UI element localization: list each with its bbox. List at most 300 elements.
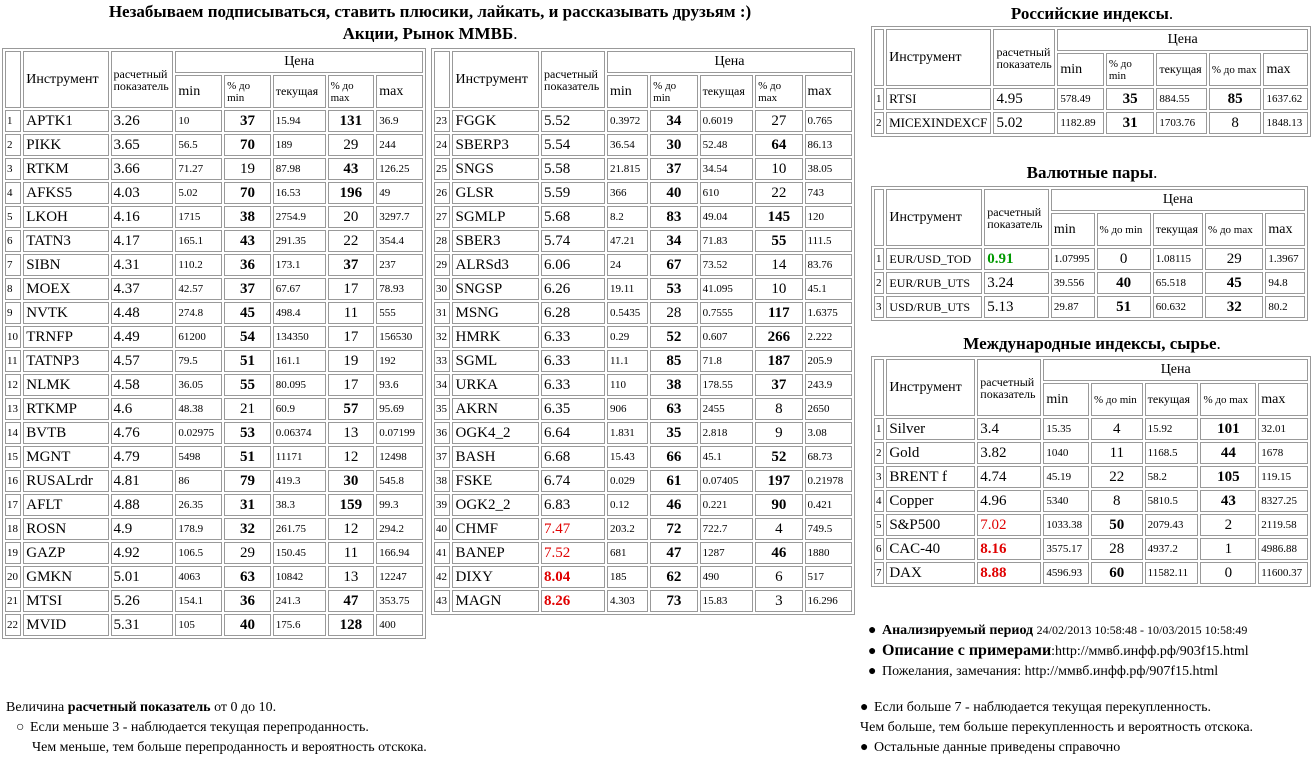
calc-value: 0.91 <box>984 248 1049 270</box>
table-row <box>5 206 423 228</box>
pct-min-value: 53 <box>650 278 697 300</box>
max-value: 1880 <box>805 542 852 564</box>
header-calc: расчетный показатель <box>984 189 1049 246</box>
instrument-name: BASH <box>452 446 539 468</box>
pct-min-value: 79 <box>224 470 271 492</box>
min-value: 366 <box>607 182 648 204</box>
current-value: 11171 <box>273 446 326 468</box>
pct-min-value: 60 <box>1091 562 1143 584</box>
pct-max-value: 17 <box>328 278 375 300</box>
bullet-icon: ● <box>860 700 869 715</box>
max-value: 237 <box>376 254 423 276</box>
row-index: 35 <box>434 398 450 420</box>
max-value: 1848.13 <box>1263 112 1308 134</box>
min-value: 0.02975 <box>175 422 222 444</box>
row-index: 6 <box>5 230 21 252</box>
calc-value: 6.74 <box>541 470 605 492</box>
row-index: 20 <box>5 566 21 588</box>
pct-min-value: 32 <box>224 518 271 540</box>
pct-max-value: 13 <box>328 422 375 444</box>
min-value: 36.05 <box>175 374 222 396</box>
calc-value: 5.59 <box>541 182 605 204</box>
pct-min-value: 63 <box>224 566 271 588</box>
max-value: 86.13 <box>805 134 852 156</box>
current-value: 15.83 <box>700 590 754 612</box>
table-row <box>874 514 1308 536</box>
current-value: 60.632 <box>1153 296 1203 318</box>
current-value: 71.83 <box>700 230 754 252</box>
table-row <box>5 422 423 444</box>
min-value: 1040 <box>1043 442 1089 464</box>
pct-max-value: 55 <box>755 230 802 252</box>
instrument-name: SNGS <box>452 158 539 180</box>
pct-max-value: 2 <box>1200 514 1256 536</box>
min-value: 110 <box>607 374 648 396</box>
current-value: 419.3 <box>273 470 326 492</box>
current-value: 291.35 <box>273 230 326 252</box>
calc-value: 4.37 <box>111 278 174 300</box>
period-value: 24/02/2013 10:58:48 - 10/03/2015 10:58:49 <box>1036 623 1248 637</box>
examples-label: Описание с примерами <box>882 642 1052 659</box>
instrument-name: FSKE <box>452 470 539 492</box>
header-pct-min: % до min <box>224 75 271 108</box>
table-row <box>434 254 852 276</box>
info-block <box>868 620 1312 682</box>
pct-min-value: 40 <box>650 182 697 204</box>
min-value: 56.5 <box>175 134 222 156</box>
max-value: 93.6 <box>376 374 423 396</box>
instrument-name: DIXY <box>452 566 539 588</box>
current-value: 498.4 <box>273 302 326 324</box>
instrument-name: SNGSP <box>452 278 539 300</box>
row-index: 3 <box>5 158 21 180</box>
footer-r-2: Чем больше, тем больше перекупленность и вероятность отскока. <box>860 720 1254 735</box>
pct-min-value: 54 <box>224 326 271 348</box>
pct-max-value: 43 <box>1200 490 1256 512</box>
pct-max-value: 45 <box>1205 272 1263 294</box>
pct-max-value: 47 <box>328 590 375 612</box>
feedback-link[interactable]: Пожелания, замечания: http://ммвб.инфф.рф/907f15.html <box>882 664 1219 679</box>
table-row <box>5 398 423 420</box>
instrument-name: GLSR <box>452 182 539 204</box>
current-value: 80.095 <box>273 374 326 396</box>
pct-max-value: 19 <box>328 350 375 372</box>
page-title: Незабываем подписываться, ставить плюсики, лайкать, и рассказывать друзьям :) <box>108 2 752 21</box>
instrument-name: EUR/USD_TOD <box>886 248 982 270</box>
max-value: 2119.58 <box>1258 514 1308 536</box>
pct-max-value: 4 <box>755 518 802 540</box>
current-value: 67.67 <box>273 278 326 300</box>
pct-min-value: 38 <box>224 206 271 228</box>
current-value: 0.7555 <box>700 302 754 324</box>
instrument-name: BRENT f <box>886 466 975 488</box>
circle-bullet-icon: ○ <box>16 720 25 735</box>
max-value: 99.3 <box>376 494 423 516</box>
max-value: 12498 <box>376 446 423 468</box>
max-value: 120 <box>805 206 852 228</box>
pct-min-value: 31 <box>224 494 271 516</box>
pct-min-value: 35 <box>1106 88 1155 110</box>
pct-max-value: 44 <box>1200 442 1256 464</box>
min-value: 5340 <box>1043 490 1089 512</box>
min-value: 203.2 <box>607 518 648 540</box>
header-min: min <box>1057 53 1104 86</box>
feedback-line <box>868 662 1312 682</box>
table-row <box>5 614 423 636</box>
table-row <box>5 182 423 204</box>
current-value: 2455 <box>700 398 754 420</box>
header-min: min <box>607 75 648 108</box>
row-index: 5 <box>5 206 21 228</box>
instrument-name: AKRN <box>452 398 539 420</box>
row-index: 9 <box>5 302 21 324</box>
row-index: 1 <box>874 88 884 110</box>
intl-title <box>872 334 1312 354</box>
min-value: 86 <box>175 470 222 492</box>
table-row <box>434 278 852 300</box>
row-index: 2 <box>874 442 884 464</box>
table-row <box>434 422 852 444</box>
pct-min-value: 47 <box>650 542 697 564</box>
min-value: 106.5 <box>175 542 222 564</box>
pct-max-value: 196 <box>328 182 375 204</box>
pct-min-value: 21 <box>224 398 271 420</box>
pct-max-value: 1 <box>1200 538 1256 560</box>
table-row <box>5 350 423 372</box>
row-index: 42 <box>434 566 450 588</box>
row-index: 41 <box>434 542 450 564</box>
max-value: 12247 <box>376 566 423 588</box>
instrument-name: PIKK <box>23 134 108 156</box>
row-index: 32 <box>434 326 450 348</box>
pct-max-value: 10 <box>755 278 802 300</box>
row-index: 17 <box>5 494 21 516</box>
calc-value: 4.17 <box>111 230 174 252</box>
footer-bold: расчетный показатель <box>67 700 211 715</box>
max-value: 119.15 <box>1258 466 1308 488</box>
max-value: 78.93 <box>376 278 423 300</box>
header-row <box>874 29 1308 51</box>
table-row <box>5 326 423 348</box>
currency-title <box>872 163 1312 183</box>
min-value: 15.43 <box>607 446 648 468</box>
row-index: 4 <box>5 182 21 204</box>
current-value: 1703.76 <box>1156 112 1207 134</box>
max-value: 353.75 <box>376 590 423 612</box>
current-value: 2079.43 <box>1145 514 1199 536</box>
min-value: 274.8 <box>175 302 222 324</box>
calc-value: 5.01 <box>111 566 174 588</box>
table-row <box>874 562 1308 584</box>
pct-max-value: 90 <box>755 494 802 516</box>
table-row <box>5 254 423 276</box>
current-value: 38.3 <box>273 494 326 516</box>
instrument-name: TRNFP <box>23 326 108 348</box>
header-current: текущая <box>700 75 754 108</box>
pct-max-value: 131 <box>328 110 375 132</box>
min-value: 1715 <box>175 206 222 228</box>
footer-text: Величина <box>6 700 68 715</box>
instrument-name: MVID <box>23 614 108 636</box>
min-value: 1.07995 <box>1051 248 1095 270</box>
calc-value: 5.02 <box>993 112 1055 134</box>
pct-min-value: 19 <box>224 158 271 180</box>
table-row <box>434 182 852 204</box>
min-value: 45.19 <box>1043 466 1089 488</box>
instrument-name: TATNP3 <box>23 350 108 372</box>
table-row <box>874 296 1305 318</box>
header-min: min <box>175 75 222 108</box>
intl-title-text: Международные индексы, сырье <box>963 334 1217 353</box>
current-value: 71.8 <box>700 350 754 372</box>
calc-value: 5.13 <box>984 296 1049 318</box>
calc-value: 5.54 <box>541 134 605 156</box>
row-index: 31 <box>434 302 450 324</box>
pct-max-value: 46 <box>755 542 802 564</box>
header-calc: расчетный показатель <box>977 359 1041 416</box>
pct-min-value: 37 <box>650 158 697 180</box>
pct-min-value: 29 <box>224 542 271 564</box>
current-value: 4937.2 <box>1145 538 1199 560</box>
pct-min-value: 85 <box>650 350 697 372</box>
calc-value: 4.16 <box>111 206 174 228</box>
row-index: 24 <box>434 134 450 156</box>
stocks-table-right <box>431 48 855 615</box>
pct-max-value: 159 <box>328 494 375 516</box>
pct-max-value: 10 <box>755 158 802 180</box>
min-value: 0.29 <box>607 326 648 348</box>
current-value: 241.3 <box>273 590 326 612</box>
table-row <box>434 518 852 540</box>
table-row <box>874 538 1308 560</box>
current-value: 175.6 <box>273 614 326 636</box>
pct-max-value: 117 <box>755 302 802 324</box>
pct-min-value: 46 <box>650 494 697 516</box>
row-index: 39 <box>434 494 450 516</box>
ru-indices-title-text: Российские индексы <box>1010 4 1169 23</box>
current-value: 15.92 <box>1145 418 1199 440</box>
pct-max-value: 8 <box>1209 112 1262 134</box>
max-value: 68.73 <box>805 446 852 468</box>
instrument-name: ALRSd3 <box>452 254 539 276</box>
max-value: 354.4 <box>376 230 423 252</box>
min-value: 578.49 <box>1057 88 1104 110</box>
min-value: 15.35 <box>1043 418 1089 440</box>
row-index: 34 <box>434 374 450 396</box>
pct-max-value: 37 <box>328 254 375 276</box>
min-value: 48.38 <box>175 398 222 420</box>
instrument-name: SBERP3 <box>452 134 539 156</box>
max-value: 166.94 <box>376 542 423 564</box>
bullet-icon: ● <box>868 644 877 659</box>
instrument-name: Silver <box>886 418 975 440</box>
pct-max-value: 27 <box>755 110 802 132</box>
max-value: 517 <box>805 566 852 588</box>
header-max: max <box>1258 383 1308 416</box>
calc-value: 3.4 <box>977 418 1041 440</box>
instrument-name: RUSALrdr <box>23 470 108 492</box>
max-value: 243.9 <box>805 374 852 396</box>
table-row <box>5 566 423 588</box>
current-value: 2754.9 <box>273 206 326 228</box>
pct-min-value: 31 <box>1106 112 1155 134</box>
pct-max-value: 145 <box>755 206 802 228</box>
instrument-name: SGMLP <box>452 206 539 228</box>
instrument-name: USD/RUB_UTS <box>886 296 982 318</box>
pct-min-value: 35 <box>650 422 697 444</box>
row-index: 13 <box>5 398 21 420</box>
header-max: max <box>376 75 423 108</box>
pct-max-value: 43 <box>328 158 375 180</box>
table-row <box>874 442 1308 464</box>
instrument-name: RTSI <box>886 88 991 110</box>
table-row <box>5 110 423 132</box>
period-line <box>868 620 1312 641</box>
pct-min-value: 28 <box>650 302 697 324</box>
row-index: 1 <box>5 110 21 132</box>
max-value: 32.01 <box>1258 418 1308 440</box>
row-index: 23 <box>434 110 450 132</box>
instrument-name: MICEXINDEXCF <box>886 112 991 134</box>
pct-max-value: 6 <box>755 566 802 588</box>
max-value: 244 <box>376 134 423 156</box>
calc-value: 8.88 <box>977 562 1041 584</box>
pct-min-value: 72 <box>650 518 697 540</box>
max-value: 38.05 <box>805 158 852 180</box>
header-pct-max: % до max <box>1205 213 1263 246</box>
pct-max-value: 13 <box>328 566 375 588</box>
calc-value: 4.81 <box>111 470 174 492</box>
table-row <box>434 230 852 252</box>
instrument-name: AFLT <box>23 494 108 516</box>
footer-r-1 <box>860 698 1253 718</box>
calc-value: 8.26 <box>541 590 605 612</box>
bullet-icon: ● <box>868 664 877 679</box>
pct-min-value: 67 <box>650 254 697 276</box>
pct-min-value: 51 <box>1097 296 1151 318</box>
footer-line-3: Чем меньше, тем больше перепроданность и вероятность отскока. <box>32 740 427 755</box>
current-value: 34.54 <box>700 158 754 180</box>
calc-value: 4.74 <box>977 466 1041 488</box>
min-value: 29.87 <box>1051 296 1095 318</box>
row-index: 40 <box>434 518 450 540</box>
calc-value: 5.68 <box>541 206 605 228</box>
calc-value: 7.52 <box>541 542 605 564</box>
instrument-name: SGML <box>452 350 539 372</box>
current-value: 0.607 <box>700 326 754 348</box>
pct-min-value: 34 <box>650 230 697 252</box>
header-calc: расчетный показатель <box>111 51 174 108</box>
row-index: 36 <box>434 422 450 444</box>
max-value: 1.3967 <box>1265 248 1305 270</box>
max-value: 111.5 <box>805 230 852 252</box>
calc-value: 4.79 <box>111 446 174 468</box>
min-value: 1033.38 <box>1043 514 1089 536</box>
header-empty-cell <box>5 51 21 108</box>
header-row <box>434 51 852 73</box>
header-min: min <box>1043 383 1089 416</box>
max-value: 3.08 <box>805 422 852 444</box>
instrument-name: SBER3 <box>452 230 539 252</box>
pct-max-value: 197 <box>755 470 802 492</box>
current-value: 60.9 <box>273 398 326 420</box>
examples-link[interactable]: :http://ммвб.инфф.рф/903f15.html <box>1051 644 1249 659</box>
row-index: 1 <box>874 248 884 270</box>
header-instrument: Инструмент <box>452 51 539 108</box>
min-value: 19.11 <box>607 278 648 300</box>
header-max: max <box>805 75 852 108</box>
header-empty-cell <box>434 51 450 108</box>
max-value: 16.296 <box>805 590 852 612</box>
bullet-icon: ● <box>860 740 869 755</box>
current-value: 2.818 <box>700 422 754 444</box>
current-value: 41.095 <box>700 278 754 300</box>
table-row <box>434 302 852 324</box>
max-value: 1637.62 <box>1263 88 1308 110</box>
title-dot: . <box>1153 163 1158 182</box>
calc-value: 6.26 <box>541 278 605 300</box>
instrument-name: MGNT <box>23 446 108 468</box>
pct-max-value: 14 <box>755 254 802 276</box>
instrument-name: ROSN <box>23 518 108 540</box>
header-instrument: Инструмент <box>886 29 991 86</box>
table-row <box>434 134 852 156</box>
calc-value: 5.26 <box>111 590 174 612</box>
pct-max-value: 9 <box>755 422 802 444</box>
table-row <box>5 542 423 564</box>
header-pct-min: % до min <box>1097 213 1151 246</box>
pct-min-value: 62 <box>650 566 697 588</box>
calc-value: 6.33 <box>541 326 605 348</box>
calc-value: 4.31 <box>111 254 174 276</box>
footer-line-2 <box>6 718 427 738</box>
current-value: 87.98 <box>273 158 326 180</box>
instrument-name: CHMF <box>452 518 539 540</box>
min-value: 21.815 <box>607 158 648 180</box>
pct-max-value: 52 <box>755 446 802 468</box>
instrument-name: AFKS5 <box>23 182 108 204</box>
pct-min-value: 40 <box>224 614 271 636</box>
header-pct-min: % до min <box>1106 53 1155 86</box>
min-value: 4.303 <box>607 590 648 612</box>
max-value: 3297.7 <box>376 206 423 228</box>
header-current: текущая <box>1145 383 1199 416</box>
pct-min-value: 61 <box>650 470 697 492</box>
current-value: 0.06374 <box>273 422 326 444</box>
max-value: 545.8 <box>376 470 423 492</box>
max-value: 400 <box>376 614 423 636</box>
pct-min-value: 30 <box>650 134 697 156</box>
calc-value: 6.33 <box>541 350 605 372</box>
pct-max-value: 187 <box>755 350 802 372</box>
row-index: 27 <box>434 206 450 228</box>
instrument-name: LKOH <box>23 206 108 228</box>
max-value: 8327.25 <box>1258 490 1308 512</box>
instrument-name: BVTB <box>23 422 108 444</box>
calc-value: 6.83 <box>541 494 605 516</box>
header-price: Цена <box>607 51 852 73</box>
calc-value: 3.82 <box>977 442 1041 464</box>
header-pct-max: % до max <box>328 75 375 108</box>
footer-text: Остальные данные приведены справочно <box>874 740 1121 755</box>
row-index: 28 <box>434 230 450 252</box>
header-pct-min: % до min <box>1091 383 1143 416</box>
section-title-text: Акции, Рынок ММВБ <box>342 24 514 43</box>
table-row <box>874 466 1308 488</box>
calc-value: 5.52 <box>541 110 605 132</box>
min-value: 1.831 <box>607 422 648 444</box>
header-price: Цена <box>1057 29 1308 51</box>
